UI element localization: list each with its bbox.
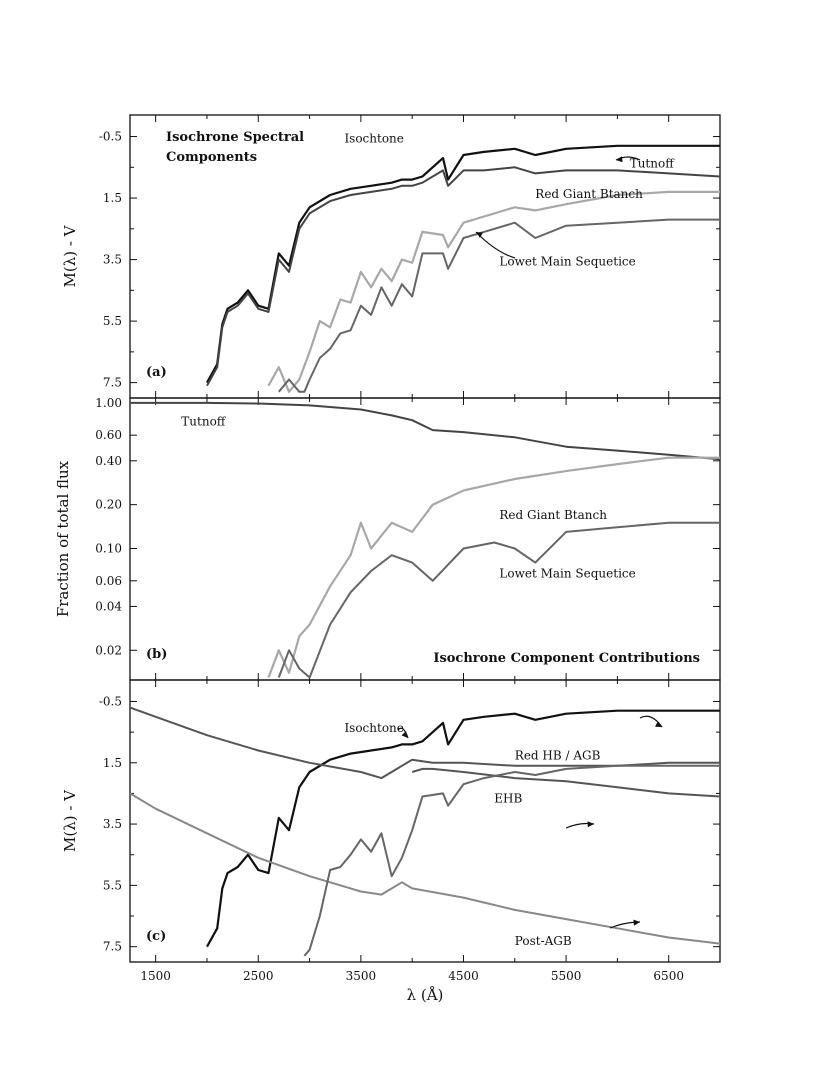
x-tick-label: 1500 [140, 969, 171, 983]
x-tick-label: 3500 [345, 969, 377, 983]
annotation-label: Tutnoff [629, 156, 674, 171]
annotation-label: Red Giant Btanch [499, 507, 607, 522]
annotation-label: Isochtone [344, 721, 404, 736]
y-tick-label: -0.5 [98, 129, 122, 144]
panel-tag: (a) [146, 365, 167, 380]
annotation-label: Post-AGB [514, 934, 572, 949]
y-tick-label: 1.5 [102, 191, 122, 206]
annotation-label: Red Giant Btanch [535, 187, 643, 202]
series-line-red-giant-branch [269, 192, 721, 392]
annotation-label: Red HB / AGB [514, 748, 601, 763]
y-tick-label: 0.40 [95, 453, 122, 468]
annotation-arrowhead [655, 721, 662, 727]
series-line-turnoff [207, 167, 720, 385]
y-tick-label: 0.60 [95, 428, 122, 443]
panel-a [61, 115, 720, 398]
y-tick-label: 0.20 [95, 497, 122, 512]
panel-c [61, 680, 720, 1004]
x-tick-label: 5500 [550, 969, 582, 983]
y-tick-label: 0.10 [95, 541, 122, 556]
series-line-red-hb-agb [130, 708, 720, 779]
annotation-label: Lowet Main Sequetice [499, 566, 636, 581]
x-axis-title: λ (Å) [406, 986, 444, 1004]
annotation-arrowhead [633, 920, 640, 926]
y-tick-label: 1.5 [102, 755, 122, 770]
y-tick-label: 1.00 [95, 395, 122, 410]
y-tick-label: 7.5 [102, 375, 122, 390]
y-tick-label: 5.5 [102, 878, 122, 893]
y-tick-label: 3.5 [102, 252, 122, 267]
x-tick-label: 6500 [653, 969, 684, 983]
y-tick-label: 0.04 [95, 599, 122, 614]
y-axis-title: M(λ) - V [61, 225, 79, 288]
series-line-lowest-main-sequence [279, 220, 720, 392]
y-tick-label: 0.06 [95, 573, 122, 588]
y-tick-label: 0.02 [95, 643, 122, 658]
y-tick-label: -0.5 [98, 694, 122, 709]
panel-title: Isochrone Component Contributions [433, 651, 700, 666]
x-tick-label: 2500 [242, 969, 274, 983]
y-tick-label: 5.5 [102, 314, 122, 329]
panel-title: Isochrone Spectral [166, 130, 305, 145]
panel-tag: (b) [146, 647, 168, 662]
panel-title: Components [166, 150, 258, 165]
series-line-isochrone [207, 146, 720, 383]
panel-b [54, 396, 720, 680]
y-tick-label: 7.5 [102, 939, 122, 954]
plot-frame [130, 398, 720, 680]
series-line-red-giant-branch [269, 458, 721, 678]
y-axis-title: Fraction of total flux [54, 460, 72, 618]
x-tick-label: 4500 [448, 969, 479, 983]
annotation-label: EHB [494, 791, 523, 806]
y-axis-title: M(λ) - V [61, 789, 79, 853]
series-line-turnoff [130, 403, 720, 459]
annotation-label: Tutnoff [181, 414, 226, 429]
panel-tag: (c) [146, 929, 167, 944]
series-line-isochrone [207, 711, 720, 947]
annotation-label: Lowet Main Sequetice [499, 254, 636, 269]
annotation-label: Isochtone [344, 131, 404, 146]
annotation-arrowhead [588, 821, 594, 827]
y-tick-label: 3.5 [102, 817, 122, 832]
